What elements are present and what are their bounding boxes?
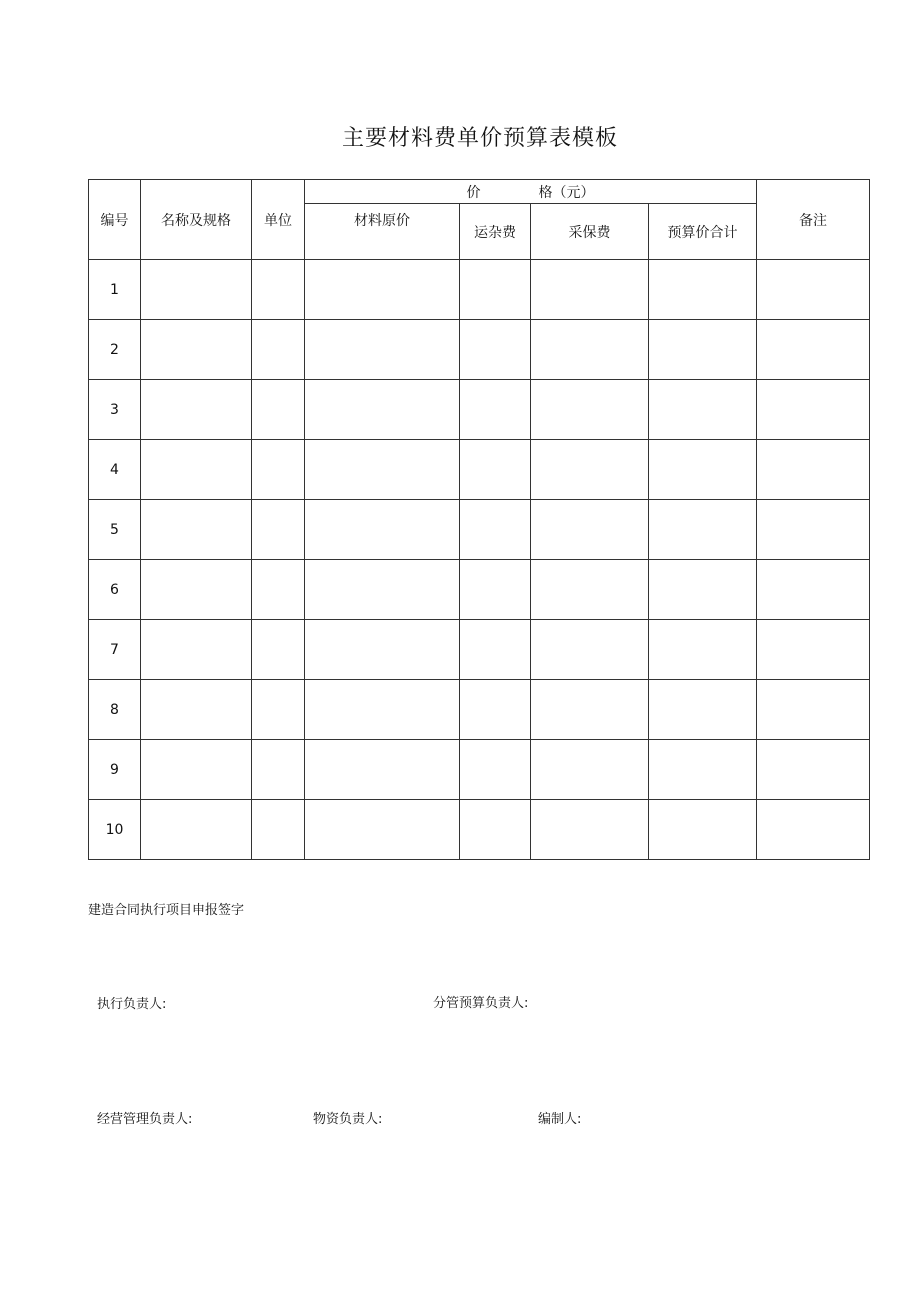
cell-material-price[interactable] xyxy=(305,800,460,860)
cell-unit[interactable] xyxy=(252,620,305,680)
cell-budget-total[interactable] xyxy=(649,380,757,440)
cell-unit[interactable] xyxy=(252,260,305,320)
cell-transport[interactable] xyxy=(460,500,531,560)
signature-budget-manager: 分管预算负责人: xyxy=(433,996,529,1011)
cell-material-price[interactable] xyxy=(305,440,460,500)
cell-material-price[interactable] xyxy=(305,260,460,320)
signature-materials-manager: 物资负责人: xyxy=(313,1112,383,1127)
table-row xyxy=(89,620,870,680)
cell-budget-total[interactable] xyxy=(649,620,757,680)
cell-transport[interactable] xyxy=(460,440,531,500)
table-row xyxy=(89,320,870,380)
header-unit: 单位 xyxy=(252,180,305,260)
header-budget-total: 预算价合计 xyxy=(649,204,757,260)
cell-unit[interactable] xyxy=(252,320,305,380)
cell-name-spec[interactable] xyxy=(141,320,252,380)
table-body xyxy=(89,260,870,860)
cell-procurement[interactable] xyxy=(531,320,649,380)
cell-transport[interactable] xyxy=(460,800,531,860)
cell-name-spec[interactable] xyxy=(141,680,252,740)
cell-remark[interactable] xyxy=(757,800,870,860)
table-row xyxy=(89,380,870,440)
cell-name-spec[interactable] xyxy=(141,260,252,320)
cell-procurement[interactable] xyxy=(531,560,649,620)
cell-name-spec[interactable] xyxy=(141,620,252,680)
cell-remark[interactable] xyxy=(757,680,870,740)
cell-unit[interactable] xyxy=(252,800,305,860)
cell-remark[interactable] xyxy=(757,560,870,620)
cell-transport[interactable] xyxy=(460,380,531,440)
header-price-left: 价 xyxy=(466,184,481,201)
header-procurement: 采保费 xyxy=(531,204,649,260)
cell-material-price[interactable] xyxy=(305,320,460,380)
row-number: 9 xyxy=(89,740,141,800)
cell-unit[interactable] xyxy=(252,440,305,500)
row-number: 6 xyxy=(89,560,141,620)
cell-transport[interactable] xyxy=(460,680,531,740)
cell-budget-total[interactable] xyxy=(649,680,757,740)
row-number: 2 xyxy=(89,320,141,380)
cell-transport[interactable] xyxy=(460,260,531,320)
cell-name-spec[interactable] xyxy=(141,500,252,560)
cell-procurement[interactable] xyxy=(531,500,649,560)
cell-transport[interactable] xyxy=(460,560,531,620)
cell-budget-total[interactable] xyxy=(649,800,757,860)
cell-remark[interactable] xyxy=(757,260,870,320)
signature-executor: 执行负责人: xyxy=(97,997,167,1012)
table-row xyxy=(89,560,870,620)
cell-procurement[interactable] xyxy=(531,620,649,680)
budget-table xyxy=(88,179,870,860)
cell-name-spec[interactable] xyxy=(141,440,252,500)
signature-prepared-by: 编制人: xyxy=(538,1112,582,1127)
header-material-price: 材料原价 xyxy=(305,204,460,260)
cell-procurement[interactable] xyxy=(531,680,649,740)
cell-name-spec[interactable] xyxy=(141,560,252,620)
cell-material-price[interactable] xyxy=(305,740,460,800)
table-row xyxy=(89,500,870,560)
cell-budget-total[interactable] xyxy=(649,560,757,620)
cell-budget-total[interactable] xyxy=(649,320,757,380)
cell-transport[interactable] xyxy=(460,320,531,380)
cell-remark[interactable] xyxy=(757,320,870,380)
header-name-spec: 名称及规格 xyxy=(141,180,252,260)
cell-procurement[interactable] xyxy=(531,800,649,860)
cell-unit[interactable] xyxy=(252,500,305,560)
table-row xyxy=(89,260,870,320)
row-number: 7 xyxy=(89,620,141,680)
row-number: 8 xyxy=(89,680,141,740)
table-row xyxy=(89,680,870,740)
cell-remark[interactable] xyxy=(757,620,870,680)
row-number: 4 xyxy=(89,440,141,500)
header-price-right: 格（元） xyxy=(538,184,595,201)
cell-material-price[interactable] xyxy=(305,380,460,440)
table-row xyxy=(89,440,870,500)
cell-remark[interactable] xyxy=(757,740,870,800)
header-transport: 运杂费 xyxy=(460,204,531,260)
cell-budget-total[interactable] xyxy=(649,260,757,320)
cell-procurement[interactable] xyxy=(531,440,649,500)
cell-procurement[interactable] xyxy=(531,740,649,800)
table-row xyxy=(89,800,870,860)
cell-budget-total[interactable] xyxy=(649,740,757,800)
row-number: 1 xyxy=(89,260,141,320)
header-price-group xyxy=(305,180,757,204)
row-number: 10 xyxy=(89,800,141,860)
cell-procurement[interactable] xyxy=(531,260,649,320)
cell-unit[interactable] xyxy=(252,560,305,620)
cell-material-price[interactable] xyxy=(305,680,460,740)
header-number: 编号 xyxy=(89,180,141,260)
cell-material-price[interactable] xyxy=(305,500,460,560)
signature-section-label: 建造合同执行项目申报签字 xyxy=(88,903,245,918)
cell-unit[interactable] xyxy=(252,680,305,740)
table-row xyxy=(89,740,870,800)
cell-budget-total[interactable] xyxy=(649,440,757,500)
signature-operations-manager: 经营管理负责人: xyxy=(97,1112,193,1127)
cell-material-price[interactable] xyxy=(305,560,460,620)
header-remark: 备注 xyxy=(757,180,870,260)
cell-unit[interactable] xyxy=(252,740,305,800)
cell-material-price[interactable] xyxy=(305,620,460,680)
cell-budget-total[interactable] xyxy=(649,500,757,560)
cell-name-spec[interactable] xyxy=(141,800,252,860)
cell-name-spec[interactable] xyxy=(141,740,252,800)
cell-unit[interactable] xyxy=(252,380,305,440)
page-title: 主要材料费单价预算表模板 xyxy=(341,126,618,151)
row-number: 5 xyxy=(89,500,141,560)
cell-transport[interactable] xyxy=(460,740,531,800)
cell-name-spec[interactable] xyxy=(141,380,252,440)
cell-remark[interactable] xyxy=(757,440,870,500)
cell-transport[interactable] xyxy=(460,620,531,680)
cell-remark[interactable] xyxy=(757,380,870,440)
cell-procurement[interactable] xyxy=(531,380,649,440)
row-number: 3 xyxy=(89,380,141,440)
cell-remark[interactable] xyxy=(757,500,870,560)
